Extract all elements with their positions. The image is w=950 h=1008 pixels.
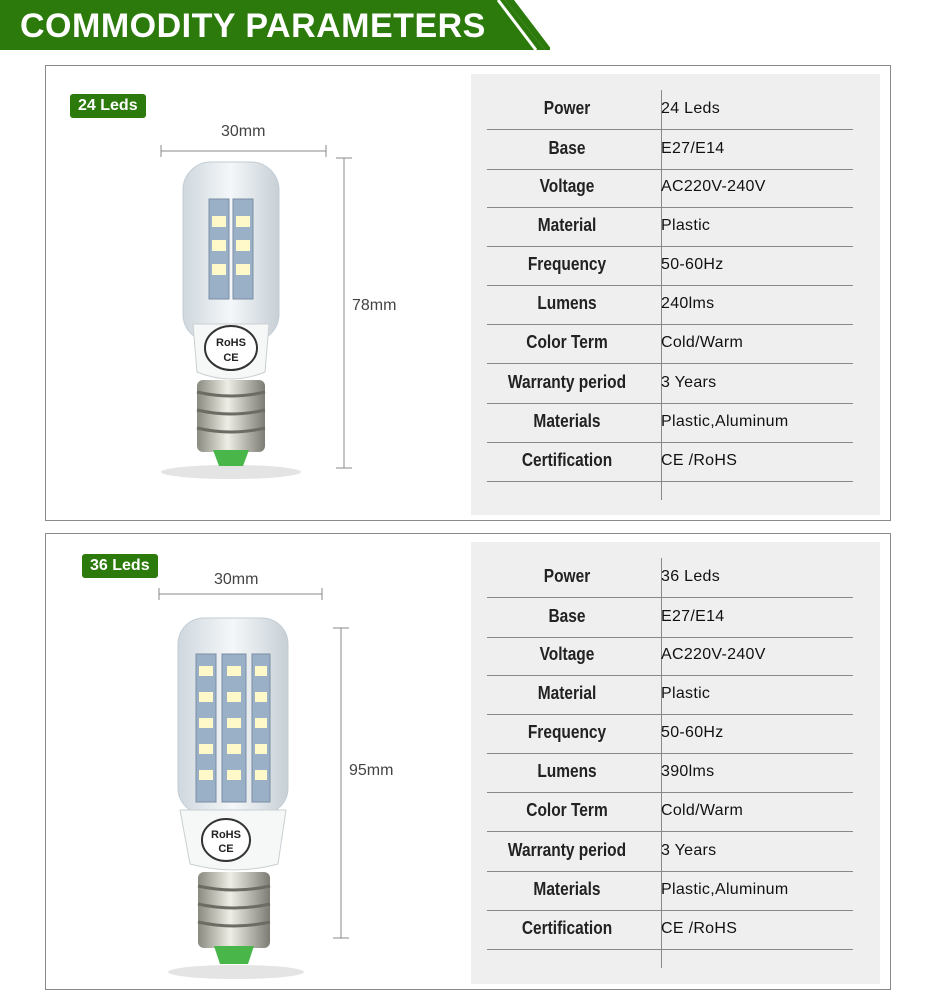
spec-label: Material [537, 215, 597, 235]
table-row [487, 832, 853, 872]
spec-label: Lumens [537, 761, 597, 781]
spec-value: CE /RoHS [661, 920, 738, 937]
spec-label: Certification [521, 918, 613, 938]
height-dimension-line [334, 156, 354, 474]
spec-value: 3 Years [661, 374, 717, 391]
spec-label: Materials [533, 879, 601, 899]
spec-value: AC220V-240V [661, 178, 766, 195]
table-row [487, 753, 853, 793]
width-dimension: 30mm [214, 571, 259, 588]
spec-value: 24 Leds [661, 100, 721, 117]
width-dimension: 30mm [221, 123, 266, 140]
leds-badge: 24 Leds [70, 94, 146, 118]
table-row [487, 207, 853, 247]
spec-label: Voltage [539, 176, 595, 196]
spec-value: Cold/Warm [661, 802, 744, 819]
spec-value: 240lms [661, 295, 715, 312]
spec-value: 390lms [661, 763, 715, 780]
spec-table [471, 74, 880, 515]
spec-value: Plastic,Aluminum [661, 881, 789, 898]
spec-label: Warranty period [507, 840, 627, 860]
spec-table [471, 542, 880, 984]
product-section-24 [45, 65, 891, 521]
table-row [487, 598, 853, 638]
spec-label: Warranty period [507, 372, 627, 392]
spec-value: 36 Leds [661, 568, 721, 585]
spec-label: Base [548, 606, 586, 626]
spec-value: Plastic [661, 685, 711, 702]
spec-label: Material [537, 683, 597, 703]
table-row [487, 910, 853, 950]
spec-label: Power [543, 566, 591, 586]
table-row [487, 364, 853, 404]
bulb-mark: CE [218, 843, 234, 855]
spec-value: E27/E14 [661, 140, 725, 157]
height-dimension: 95mm [349, 762, 394, 779]
section-banner [0, 0, 550, 50]
spec-value: 50-60Hz [661, 256, 724, 273]
bulb-logo: RoHS [211, 829, 241, 841]
table-row [487, 130, 853, 170]
bulb-mark: CE [223, 352, 239, 364]
spec-label: Lumens [537, 293, 597, 313]
table-row [487, 324, 853, 364]
spec-value: E27/E14 [661, 608, 725, 625]
table-row [487, 792, 853, 832]
leds-badge: 36 Leds [82, 554, 158, 578]
table-row [487, 90, 853, 130]
table-row [487, 871, 853, 911]
spec-label: Voltage [539, 644, 595, 664]
bulb-illustration-icon [141, 154, 331, 484]
spec-label: Base [548, 138, 586, 158]
spec-label: Color Term [526, 332, 608, 352]
spec-value: AC220V-240V [661, 646, 766, 663]
spec-value: CE /RoHS [661, 452, 738, 469]
spec-value: 50-60Hz [661, 724, 724, 741]
bulb-logo: RoHS [216, 337, 246, 349]
table-row [487, 675, 853, 715]
table-row [487, 714, 853, 754]
spec-label: Frequency [527, 254, 607, 274]
spec-label: Power [543, 98, 591, 118]
table-row [487, 558, 853, 598]
table-row [487, 168, 853, 208]
table-row [487, 636, 853, 676]
spec-label: Certification [521, 450, 613, 470]
spec-label: Frequency [527, 722, 607, 742]
spec-label: Materials [533, 411, 601, 431]
spec-value: Cold/Warm [661, 334, 744, 351]
bulb-illustration-icon [146, 614, 336, 984]
spec-value: 3 Years [661, 842, 717, 859]
spec-label: Color Term [526, 800, 608, 820]
page-title: COMMODITY PARAMETERS [20, 7, 486, 45]
height-dimension: 78mm [352, 297, 397, 314]
table-row [487, 403, 853, 443]
spec-value: Plastic,Aluminum [661, 413, 789, 430]
spec-value: Plastic [661, 217, 711, 234]
product-section-36 [45, 533, 891, 990]
table-row [487, 246, 853, 286]
table-row [487, 285, 853, 325]
table-row [487, 442, 853, 482]
